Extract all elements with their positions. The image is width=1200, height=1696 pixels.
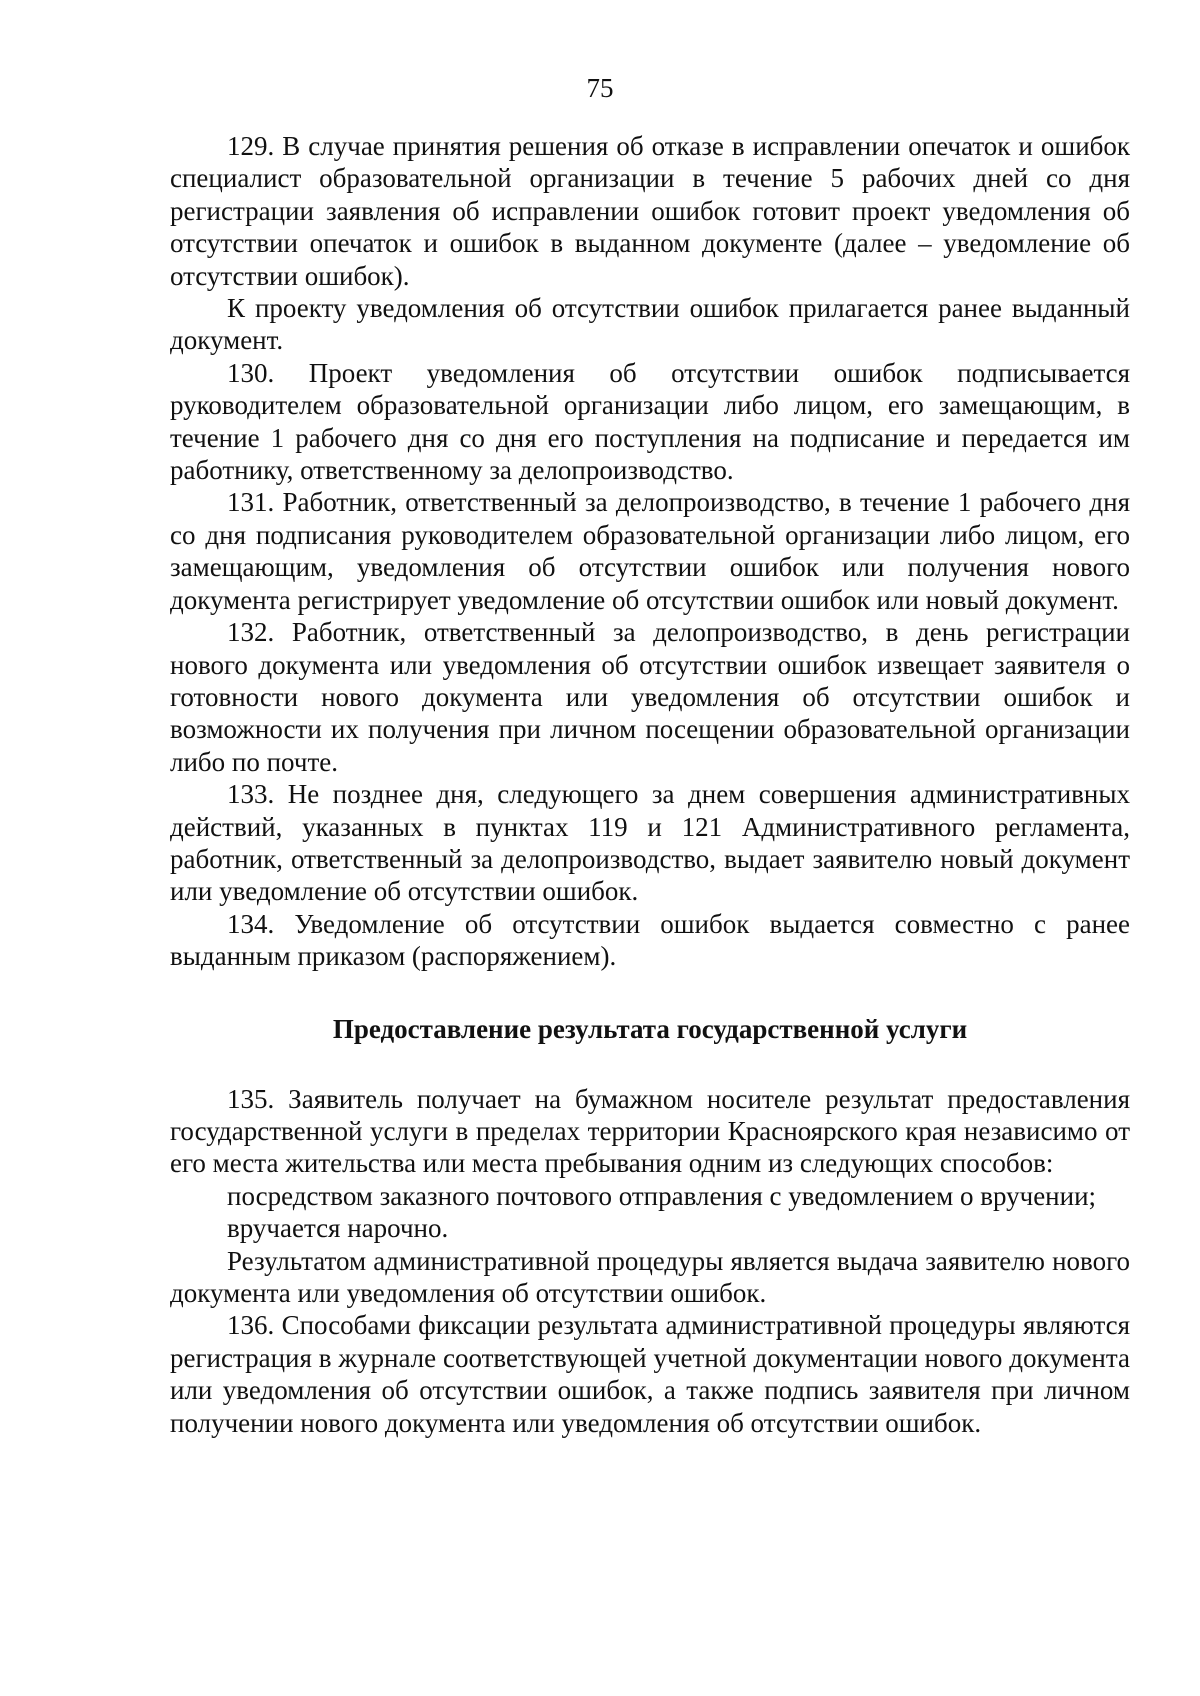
- paragraph-134: 134. Уведомление об отсутствии ошибок выдается совместно с ранее выданным приказом (распоряжением).: [170, 908, 1130, 972]
- delivery-method-mail: посредством заказного почтового отправления с уведомлением о вручении;: [227, 1180, 1097, 1211]
- paragraph-131: 131. Работник, ответственный за делопроизводство, в течение 1 рабочего дня со дня подписания руководителем образовательной организации либо лицом, его замещающим, уведомления об отсутствии ошибок или получения нового документа регистрирует уведомление об отсутствии ошибок или новый документ.: [170, 487, 1130, 615]
- page-number: 75: [586, 73, 614, 103]
- paragraph-129-attachment: К проекту уведомления об отсутствии ошибок прилагается ранее выданный документ.: [170, 293, 1130, 356]
- delivery-method-hand: вручается нарочно.: [227, 1213, 449, 1244]
- paragraph-135: 135. Заявитель получает на бумажном носителе результат предоставления государственной услуги в пределах территории Красноярского края независимо от его места жительства или места пребывания одним из следующих способов:: [170, 1083, 1130, 1179]
- section-heading: Предоставление результата государственной услуги: [332, 1013, 968, 1044]
- paragraph-130: 130. Проект уведомления об отсутствии ошибок подписывается руководителем образовательной организации либо лицом, его замещающим, в течение 1 рабочего дня со дня его поступления на подписание и передается им работнику, ответственному за делопроизводство.: [170, 357, 1130, 486]
- paragraph-129: 129. В случае принятия решения об отказе в исправлении опечаток и ошибок специалист образовательной организации в течение 5 рабочих дней со дня регистрации заявления об исправлении ошибок готовит проект уведомления об отсутствии опечаток и ошибок в выданном документе (далее – уведомление об отсутствии ошибок).: [170, 131, 1130, 291]
- document-body: [170, 130, 1130, 1439]
- procedure-result: Результатом административной процедуры является выдача заявителю нового документа или уведомления об отсутствии ошибок.: [170, 1245, 1130, 1308]
- paragraph-133: 133. Не позднее дня, следующего за днем совершения административных действий, указанных в пунктах 119 и 121 Административного регламента, работник, ответственный за делопроизводство, выдает заявителю новый документ или уведомление об отсутствии ошибок.: [170, 779, 1130, 907]
- paragraph-132: 132. Работник, ответственный за делопроизводство, в день регистрации нового документа или уведомления об отсутствии ошибок извещает заявителя о готовности нового документа или уведомления об отсутствии ошибок и возможности их получения при личном посещении образовательной организации либо по почте.: [170, 617, 1130, 777]
- paragraph-136: 136. Способами фиксации результата административной процедуры являются регистрация в журнале соответствующей учетной документации нового документа или уведомления об отсутствии ошибок, а также подпись заявителя при личном получении нового документа или уведомления об отсутствии ошибок.: [170, 1310, 1130, 1438]
